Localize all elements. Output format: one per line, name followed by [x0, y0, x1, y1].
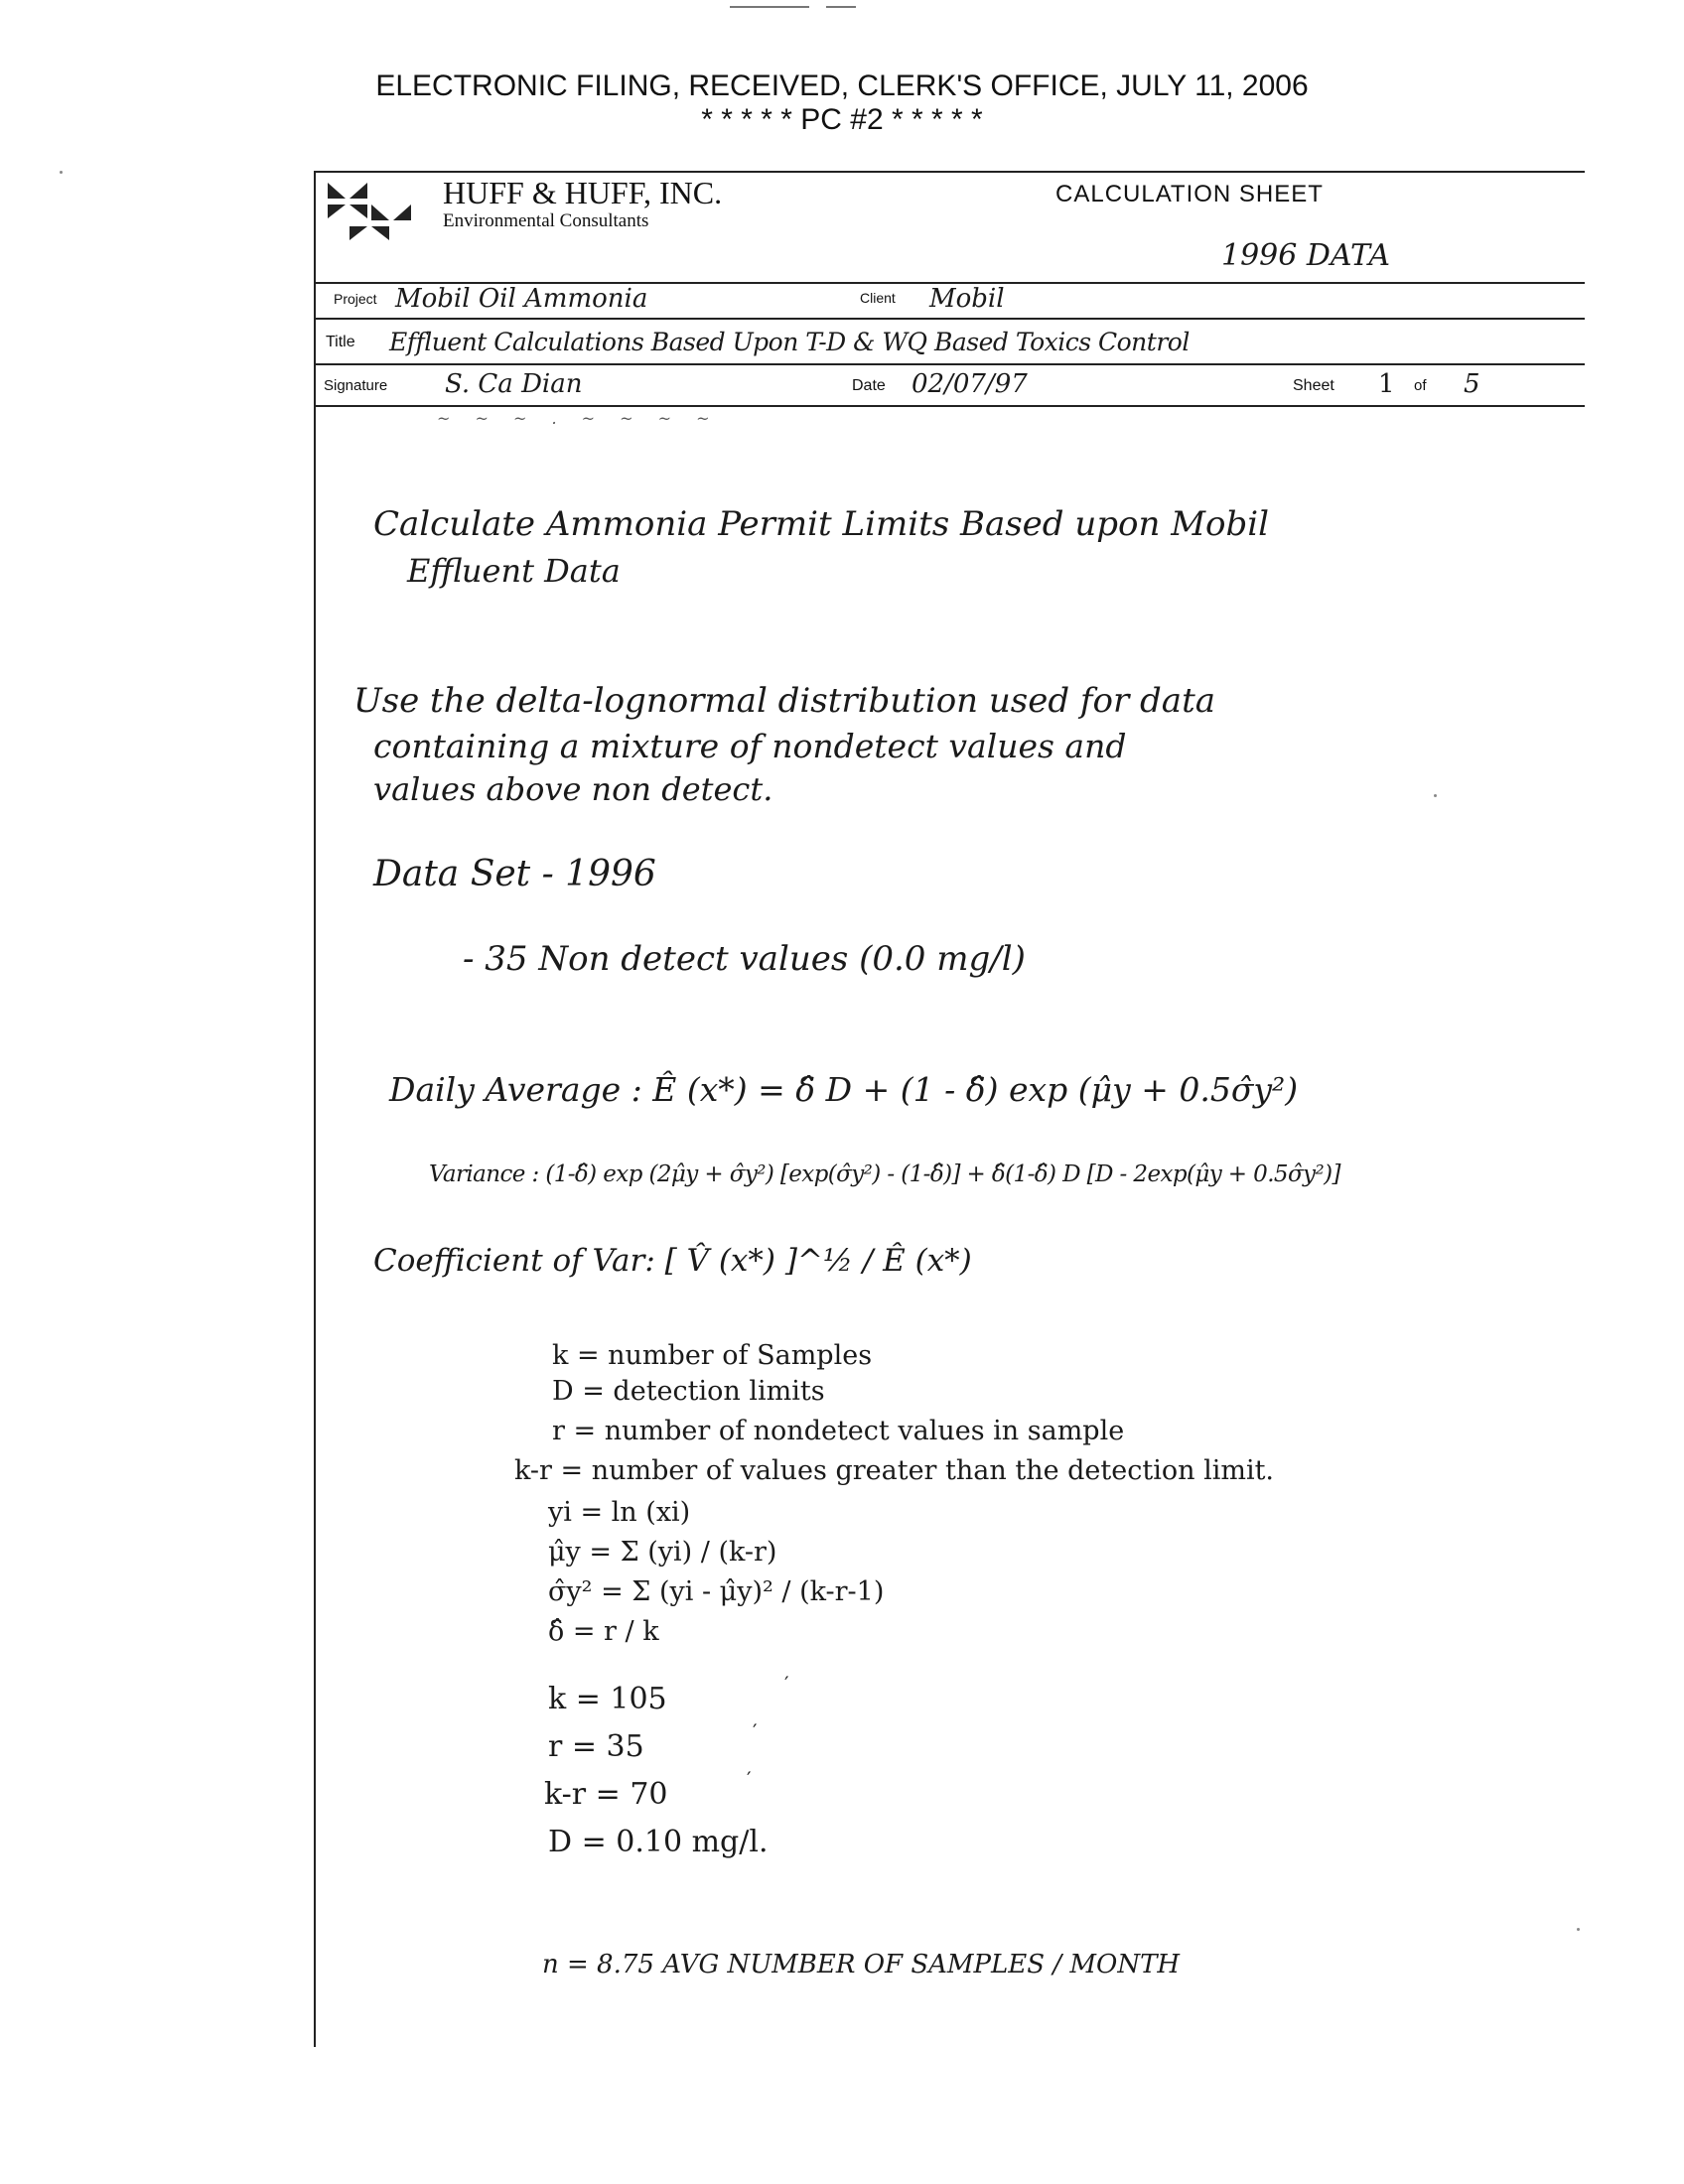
definition-d: D = detection limits — [552, 1376, 825, 1407]
check-mark: ′ — [753, 1719, 758, 1743]
value-k: k = 105 — [548, 1682, 667, 1716]
nondetect-line: - 35 Non detect values (0.0 mg/l) — [463, 939, 1026, 979]
of-value: 5 — [1464, 369, 1480, 399]
title-value: Effluent Calculations Based Upon T-D & WQ Based Toxics Control — [389, 328, 1190, 356]
date-label: Date — [852, 377, 886, 394]
definition-k: k = number of Samples — [552, 1340, 873, 1371]
company-logo-icon — [324, 179, 433, 258]
daily-average-formula: Daily Average : Ê (x*) = δ̂ D + (1 - δ̂) exp (μ̂y + 0.5σ̂y²) — [389, 1070, 1299, 1109]
footer-note: n = 8.75 AVG NUMBER OF SAMPLES / MONTH — [542, 1950, 1181, 1979]
value-d: D = 0.10 mg/l. — [548, 1825, 769, 1859]
check-mark: ′ — [747, 1767, 752, 1791]
title-row-rule — [314, 363, 1585, 365]
variance-formula: Variance : (1-δ̂) exp (2μ̂y + σ̂y²) [exp(σ̂y²) - (1-δ̂)] + δ̂(1-δ̂) D [D - 2exp(μ̂y + 0.5σ̂y²)] — [429, 1161, 1340, 1187]
coefficient-of-variation-formula: Coefficient of Var: [ V̂ (x*) ]^½ / Ê (x*) — [373, 1243, 972, 1279]
check-mark: ′ — [784, 1672, 789, 1696]
sheet-value: 1 — [1378, 369, 1395, 399]
company-tagline: Environmental Consultants — [443, 210, 649, 231]
left-margin-rule — [314, 171, 316, 2047]
project-row-rule — [314, 318, 1585, 320]
sheet-label: Sheet — [1293, 377, 1334, 394]
signature-value: S. Ca Dian — [445, 369, 583, 399]
filing-stamp-line2: * * * * * PC #2 * * * * * — [701, 103, 983, 136]
scan-artifact — [730, 6, 809, 8]
of-label: of — [1414, 377, 1427, 394]
company-name: HUFF & HUFF, INC. — [443, 175, 723, 210]
client-label: Client — [860, 290, 896, 306]
title-label: Title — [326, 334, 355, 350]
signature-label: Signature — [324, 377, 388, 394]
scan-speck — [60, 171, 63, 174]
value-r: r = 35 — [548, 1729, 644, 1764]
definition-mu: μ̂y = Σ (yi) / (k-r) — [548, 1537, 777, 1568]
method-line-2: containing a mixture of nondetect values and — [373, 727, 1127, 765]
intro-line-1: Calculate Ammonia Permit Limits Based upon Mobil — [373, 504, 1270, 544]
value-k-minus-r: k-r = 70 — [544, 1777, 668, 1812]
definition-k-minus-r: k-r = number of values greater than the detection limit. — [514, 1455, 1275, 1486]
method-line-1: Use the delta-lognormal distribution used for data — [353, 681, 1215, 721]
date-value: 02/07/97 — [912, 369, 1028, 399]
intro-line-2: Effluent Data — [407, 552, 621, 590]
sheet-type-label: CALCULATION SHEET — [1055, 181, 1324, 207]
scan-artifact — [826, 6, 856, 8]
definition-delta: δ̂ = r / k — [548, 1616, 659, 1647]
definition-sigma: σ̂y² = Σ (yi - μ̂y)² / (k-r-1) — [548, 1576, 885, 1607]
client-value: Mobil — [929, 284, 1005, 314]
scan-speck — [1434, 794, 1437, 797]
method-line-3: values above non detect. — [373, 770, 773, 808]
scan-speck — [1577, 1928, 1580, 1931]
project-label: Project — [334, 291, 377, 307]
definition-yi: yi = ln (xi) — [548, 1497, 691, 1528]
dataset-line: Data Set - 1996 — [373, 854, 656, 894]
signature-row-rule — [314, 405, 1585, 407]
faint-scribble: ~ ~ ~ . ~ ~ ~ ~ — [437, 409, 720, 428]
project-value: Mobil Oil Ammonia — [395, 284, 648, 314]
definition-r: r = number of nondetect values in sample — [552, 1416, 1125, 1446]
header-top-rule — [314, 171, 1585, 173]
filing-stamp-line1: ELECTRONIC FILING, RECEIVED, CLERK'S OFFICE, JULY 11, 2006 — [375, 69, 1309, 102]
sheet-subtitle: 1996 DATA — [1221, 238, 1390, 273]
